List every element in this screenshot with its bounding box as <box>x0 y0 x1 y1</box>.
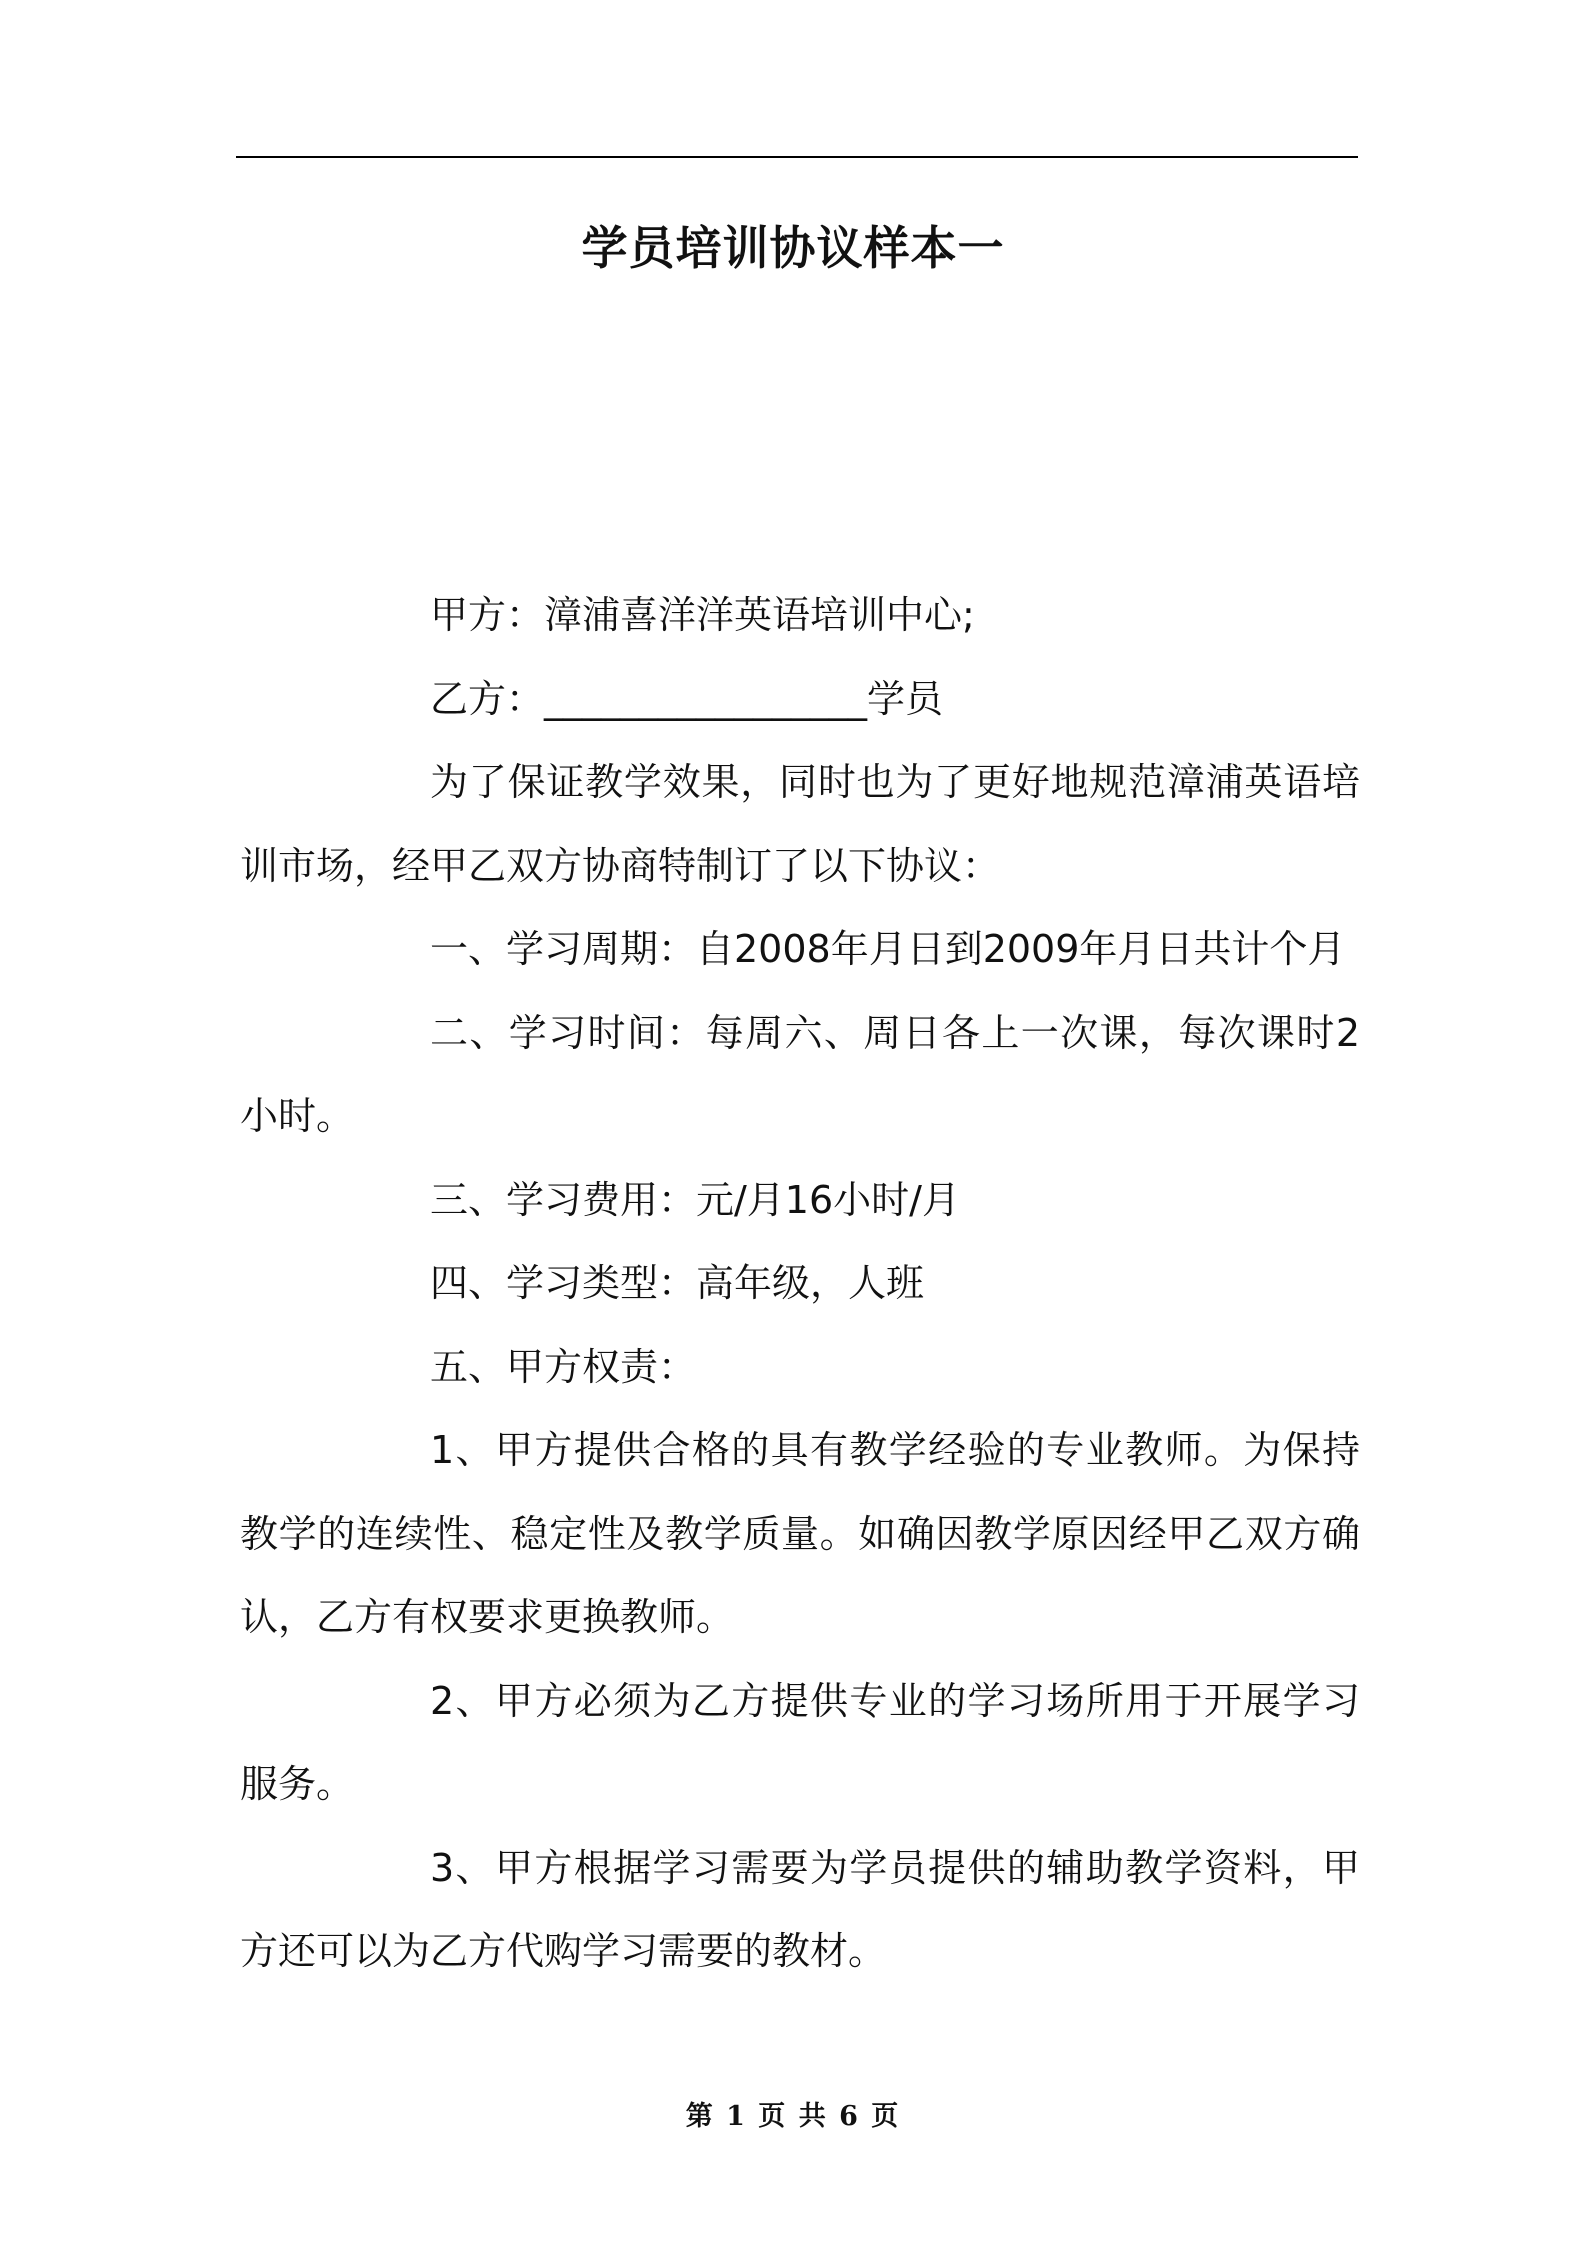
duty-item-2: 2、甲方必须为乙方提供专业的学习场所用于开展学习服务。 <box>240 1678 1360 1806</box>
clause-study-time: 二、学习时间：每周六、周日各上一次课，每次课时2小时。 <box>240 1010 1360 1138</box>
preamble-paragraph: 为了保证教学效果，同时也为了更好地规范漳浦英语培训市场，经甲乙双方协商特制订了以下协议： <box>240 760 1360 888</box>
clause-study-fee: 三、学习费用：元/月16小时/月 <box>430 1177 960 1222</box>
clause-study-type: 四、学习类型：高年级，人班 <box>430 1261 925 1305</box>
duty-item-3: 3、甲方根据学习需要为学员提供的辅助教学资料，甲方还可以为乙方代购学习需要的教材。 <box>240 1845 1360 1973</box>
document-title: 学员培训协议样本一 <box>581 221 1005 275</box>
clause-party-a-duties-heading: 五、甲方权责： <box>430 1344 697 1389</box>
clause-study-period: 一、学习周期：自2008年月日到2009年月日共计个月 <box>430 927 1346 971</box>
duty-item-1: 1、甲方提供合格的具有教学经验的专业教师。为保持教学的连续性、稳定性及教学质量。如确因教学原因经甲乙双方确认，乙方有权要求更换教师。 <box>240 1428 1360 1639</box>
header-rule <box>236 156 1358 158</box>
party-a-line: 甲方：漳浦喜洋洋英语培训中心; <box>430 593 975 637</box>
party-b-line: 乙方：_________________学员 <box>430 676 944 721</box>
page-number-footer: 第 1 页 共 6 页 <box>685 2101 901 2132</box>
document-body <box>240 574 1360 1994</box>
